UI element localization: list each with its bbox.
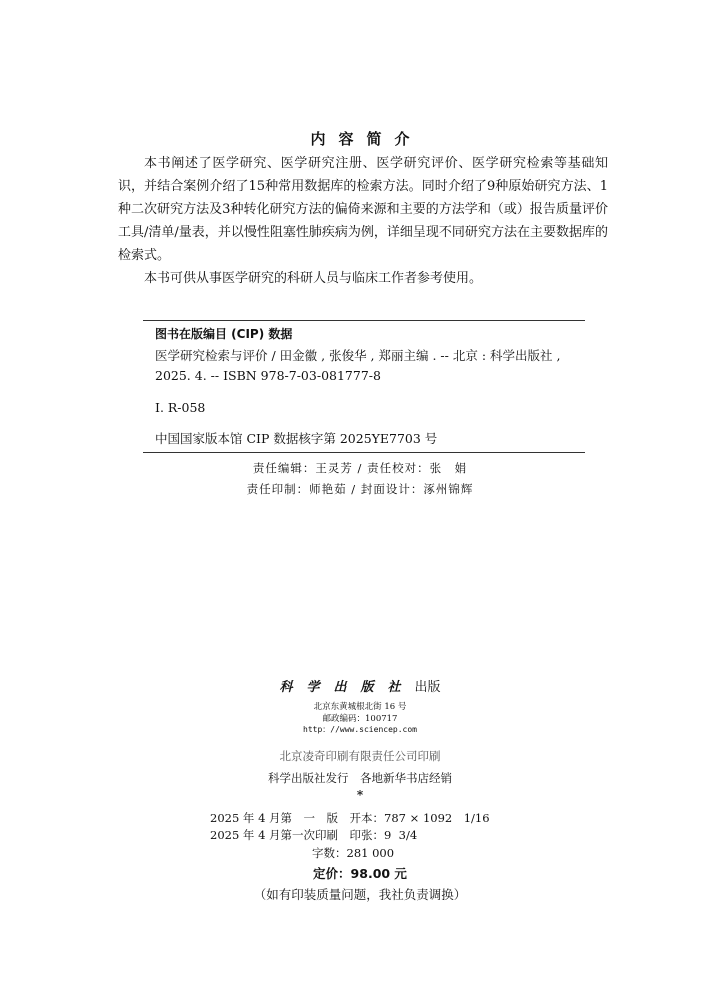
edition-line-1: 2025 年 4 月第 一 版 开本：787 × 1092 1/16 bbox=[210, 811, 490, 825]
publisher-address: 北京东黄城根北街 16 号 bbox=[313, 702, 407, 712]
distribution: 科学出版社发行 各地新华书店经销 bbox=[268, 771, 452, 785]
summary-paragraph: 本书可供从事医学研究的科研人员与临床工作者参考使用。 bbox=[144, 271, 483, 286]
price: 定价：98.00 元 bbox=[313, 866, 407, 881]
cip-entry-line-2: 2025. 4. -- ISBN 978-7-03-081777-8 bbox=[155, 368, 381, 383]
publisher-line bbox=[0, 676, 720, 695]
publisher-website: http：//www.sciencep.com bbox=[303, 725, 417, 734]
responsible-editors: 责任编辑：王灵芳 / 责任校对：张 娟 bbox=[252, 461, 468, 475]
summary-paragraph: 本书阐述了医学研究、医学研究注册、医学研究评价、医学研究检索等基础知识，并结合案例介绍了15种常用数据库的检索方法。同时介绍了9种原始研究方法、1种二次研究方法及3种转化研究方法的偏倚来源和主要的方法学和（或）报告质量评价工具/清单/量表，并以慢性阻塞性肺疾病为例，详细呈现不同研究方法在主要数据库的检索式。 bbox=[118, 156, 608, 263]
publisher-postcode: 邮政编码：100717 bbox=[322, 714, 398, 724]
responsible-printing-design: 责任印制：师艳茹 / 封面设计：涿州锦辉 bbox=[246, 482, 474, 496]
quality-note: （如有印装质量问题，我社负责调换） bbox=[253, 887, 467, 902]
cip-entry-line-1: 医学研究检索与评价 / 田金徽 , 张俊华 , 郑丽主编 . -- 北京 : 科学出版社 , bbox=[155, 348, 561, 363]
summary-text bbox=[118, 152, 608, 290]
edition-line-2: 2025 年 4 月第一次印刷 印张：9 3/4 bbox=[210, 828, 418, 842]
separator-star: * bbox=[356, 788, 364, 802]
word-count: 字数：281 000 bbox=[312, 846, 395, 860]
cip-classification: Ⅰ. R-058 bbox=[155, 400, 206, 415]
printer: 北京凌奇印刷有限责任公司印刷 bbox=[279, 749, 441, 763]
cip-heading: 图书在版编目 (CIP) 数据 bbox=[155, 327, 293, 341]
publisher-name: 科学出版社 bbox=[279, 680, 415, 695]
publisher-suffix: 出版 bbox=[414, 680, 441, 695]
cip-record-number: 中国国家版本馆 CIP 数据核字第 2025YE7703 号 bbox=[155, 431, 438, 446]
cip-block bbox=[143, 320, 585, 453]
summary-title: 内容简介 bbox=[310, 130, 423, 148]
